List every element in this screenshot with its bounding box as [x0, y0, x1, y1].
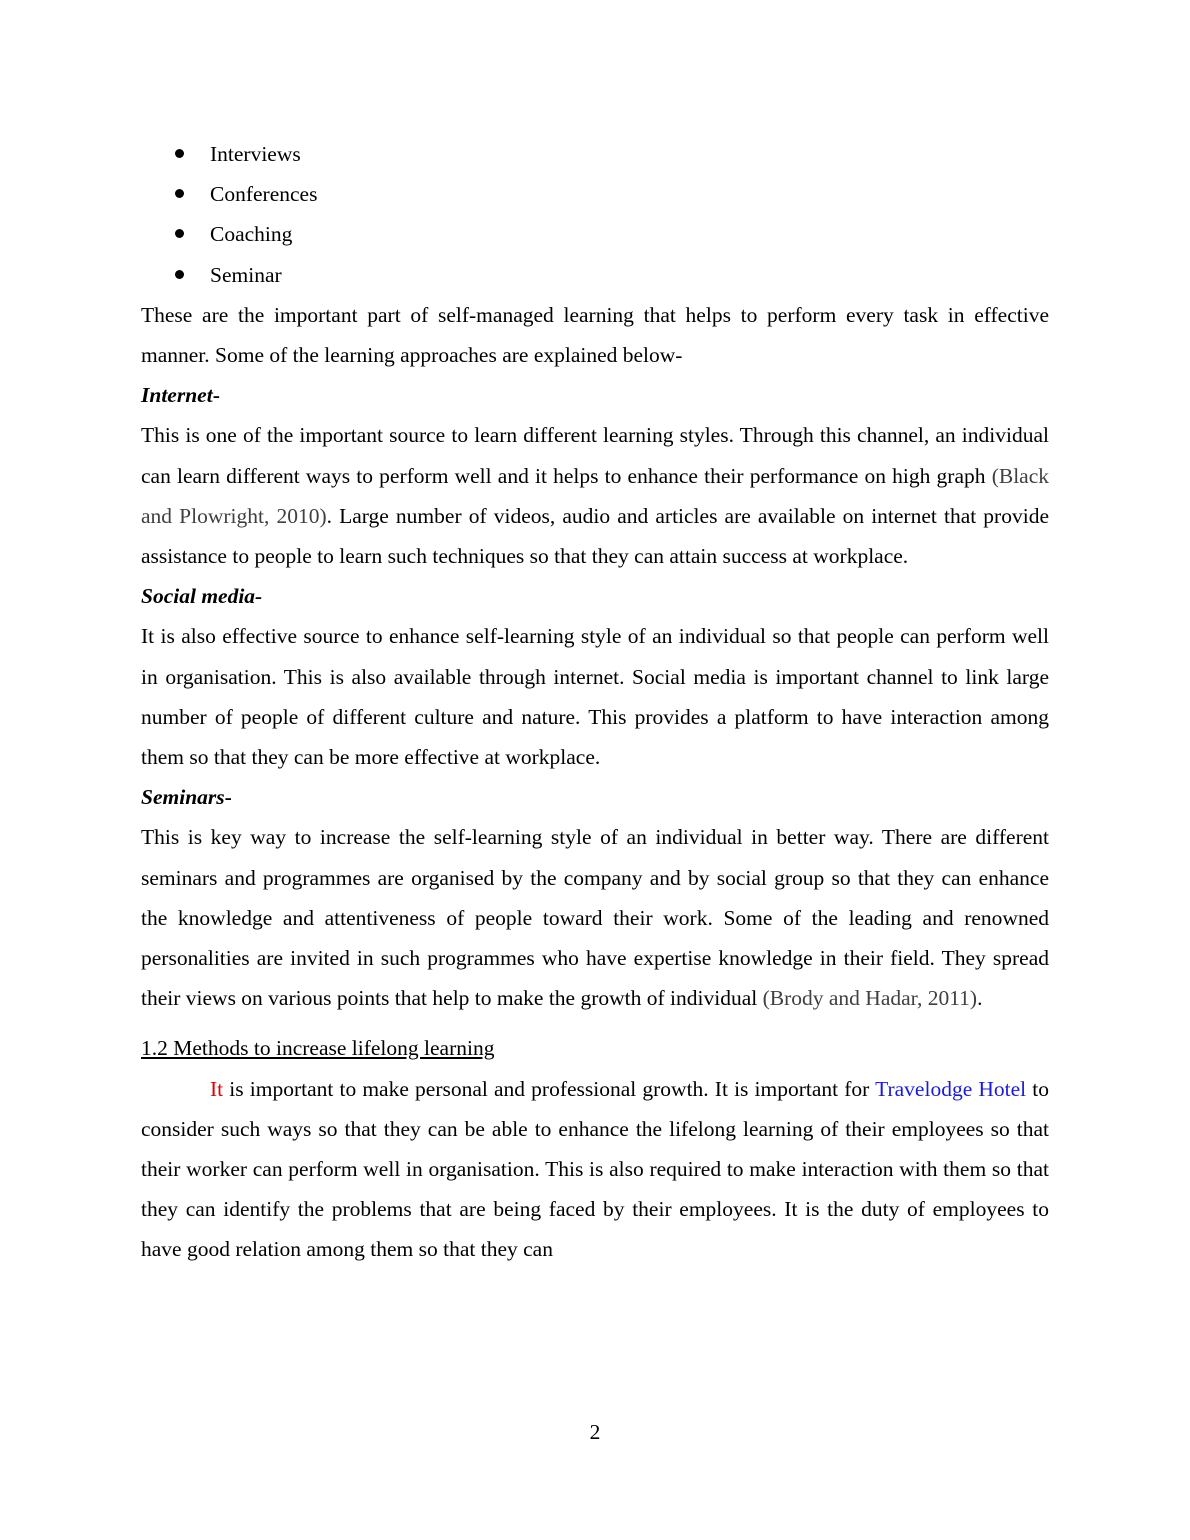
list-item: Conferences — [141, 174, 1049, 214]
list-item: Seminar — [141, 255, 1049, 295]
company-name: Travelodge Hotel — [875, 1076, 1027, 1101]
internet-heading-text: Internet — [141, 383, 213, 408]
seminars-paragraph: This is key way to increase the self-learning style of an individual in better way. There are different seminars and programmes are organised by the company and by social group so that they can enhance the knowledge and attentiveness of people toward their work. Some of the leading and renowned personalities are invited in such programmes who have expertise knowledge in their field. They spread their views on various points that help to make the growth of individual (Brody and Hadar, 2011). — [141, 825, 1049, 1011]
seminars-heading — [141, 777, 1049, 817]
intro-paragraph: These are the important part of self-managed learning that helps to perform every task in effective manner. Some of the learning approaches are explained below- — [141, 302, 1049, 367]
social-media-paragraph: It is also effective source to enhance self-learning style of an individual so that people can perform well in organisation. This is also available through internet. Social media is important channel to link large number of people of different culture and nature. This provides a platform to have interaction among them so that they can be more effective at workplace. — [141, 624, 1049, 769]
bullet-list — [141, 134, 1049, 295]
internet-heading — [141, 375, 1049, 415]
red-text: It — [210, 1076, 224, 1101]
seminars-heading-dash: - — [224, 785, 232, 810]
section-title: 1.2 Methods to increase lifelong learning — [141, 1036, 495, 1061]
page-number: 2 — [589, 1420, 601, 1444]
list-item: Coaching — [141, 214, 1049, 254]
seminars-heading-text: Seminars — [141, 785, 225, 810]
internet-heading-dash: - — [212, 383, 220, 408]
bullet-icon — [175, 229, 184, 238]
citation: (Black and Plowright, 2010) — [141, 463, 1049, 528]
document-page — [141, 134, 1049, 1270]
section-paragraph: It is important to make personal and professional growth. It is important for Travelodge Hotel to consider such ways so that they can be able to enhance the lifelong learning of their employees so that their worker can perform well in organisation. This is also required to make interaction with them so that they can identify the problems that are being faced by their employees. It is the duty of employees to have good relation among them so that they can — [141, 1076, 1049, 1262]
internet-paragraph: This is one of the important source to learn different learning styles. Through this channel, an individual can learn different ways to perform well and it helps to enhance their performance on high graph (Black and Plowright, 2010). Large number of videos, audio and articles are available on internet that provide assistance to people to learn such techniques so that they can attain success at workplace. — [141, 423, 1049, 568]
bullet-icon — [175, 270, 184, 279]
bullet-icon — [175, 149, 184, 158]
bullet-icon — [175, 189, 184, 198]
list-item: Interviews — [141, 134, 1049, 174]
citation: (Brody and Hadar, 2011) — [762, 986, 978, 1011]
social-media-heading: Social media- — [141, 584, 263, 609]
